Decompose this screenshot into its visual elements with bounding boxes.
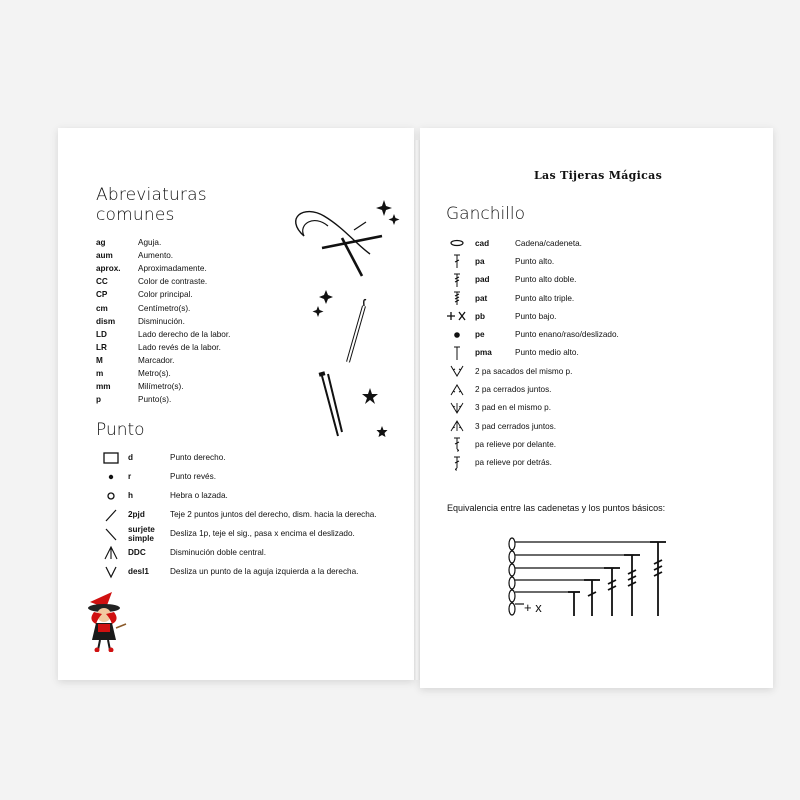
double-crochet-icon xyxy=(445,252,469,270)
abbreviation-row xyxy=(96,262,230,275)
abbreviation-key: m xyxy=(96,368,104,378)
ganchillo-value: 2 pa sacados del mismo p. xyxy=(475,366,573,376)
sparkle-icon xyxy=(313,306,324,317)
crochet-hook-icon xyxy=(348,300,366,362)
punto-value: Desliza un punto de la aguja izquierda a la derecha. xyxy=(170,567,359,576)
straight-needles-icon xyxy=(319,371,342,436)
ganchillo-key: cad xyxy=(475,238,490,248)
equivalence-diagram xyxy=(500,530,680,620)
double-decrease-icon xyxy=(94,543,128,562)
abbreviations-list xyxy=(96,236,230,406)
ganchillo-row xyxy=(445,289,619,307)
abbreviation-value: Lado revés de la labor. xyxy=(138,342,221,352)
back-post-icon xyxy=(445,454,469,472)
abbreviation-value: Punto(s). xyxy=(138,395,172,405)
ganchillo-row xyxy=(445,380,619,398)
abbreviation-row xyxy=(96,301,230,314)
punto-title: Punto xyxy=(96,420,145,440)
increase-3-icon xyxy=(445,399,469,417)
ganchillo-value: Punto medio alto. xyxy=(515,348,579,358)
square-icon xyxy=(94,448,128,467)
front-post-icon xyxy=(445,435,469,453)
punto-value: Hebra o lazada. xyxy=(170,491,228,500)
ganchillo-list xyxy=(445,234,619,472)
ganchillo-key: pma xyxy=(475,348,492,358)
ganchillo-key: pat xyxy=(475,293,488,303)
ganchillo-row xyxy=(445,399,619,417)
slash-left-icon xyxy=(94,524,128,543)
ganchillo-value: 3 pad en el mismo p. xyxy=(475,403,552,413)
abbreviation-key: aprox. xyxy=(96,264,121,274)
punto-value: Disminución doble central. xyxy=(170,548,267,557)
abbreviation-row xyxy=(96,354,230,367)
abbreviation-key: cm xyxy=(96,303,108,313)
punto-value: Teje 2 puntos juntos del derecho, dism. hacia la derecha. xyxy=(170,510,377,519)
abbreviation-value: Color de contraste. xyxy=(138,277,208,287)
ganchillo-key: pa xyxy=(475,256,485,266)
star-icon xyxy=(362,388,378,404)
abbreviation-key: dism xyxy=(96,316,116,326)
slip-stitch-icon xyxy=(445,326,469,344)
punto-value: Desliza 1p, teje el sig., pasa x encima el deslizado. xyxy=(170,529,355,538)
abbreviation-key: aum xyxy=(96,251,113,261)
abbreviation-row xyxy=(96,236,230,249)
decrease-3-icon xyxy=(445,417,469,435)
abbreviation-value: Marcador. xyxy=(138,355,175,365)
abbreviation-value: Disminución. xyxy=(138,316,185,326)
ganchillo-row xyxy=(445,344,619,362)
equivalence-caption: Equivalencia entre las cadenetas y los puntos básicos: xyxy=(447,503,666,513)
abbreviation-key: M xyxy=(96,355,103,365)
punto-row xyxy=(94,467,377,486)
star-icon xyxy=(377,426,388,437)
punto-row xyxy=(94,524,377,543)
ganchillo-row xyxy=(445,252,619,270)
abbreviations-title xyxy=(96,185,207,225)
single-crochet-icon xyxy=(445,307,469,325)
sparkle-icon xyxy=(376,200,392,216)
treble-crochet-icon xyxy=(445,271,469,289)
abbreviation-row xyxy=(96,380,230,393)
abbreviation-key: ag xyxy=(96,238,106,248)
ganchillo-row xyxy=(445,325,619,343)
abbreviation-value: Milímetro(s). xyxy=(138,382,184,392)
punto-row xyxy=(94,505,377,524)
abbreviation-value: Aproximadamente. xyxy=(138,264,207,274)
abbreviation-value: Aumento. xyxy=(138,251,174,261)
ganchillo-row xyxy=(445,454,619,472)
punto-value: Punto revés. xyxy=(170,472,216,481)
punto-key: h xyxy=(128,491,134,500)
punto-row xyxy=(94,562,377,581)
abbreviation-key: mm xyxy=(96,382,111,392)
abbreviation-row xyxy=(96,288,230,301)
ganchillo-value: Punto alto triple. xyxy=(515,293,575,303)
circle-icon xyxy=(94,486,128,505)
abbreviation-value: Lado derecho de la labor. xyxy=(138,329,231,339)
abbreviation-row xyxy=(96,328,230,341)
abbreviation-value: Metro(s). xyxy=(138,368,171,378)
abbreviation-value: Aguja. xyxy=(138,238,162,248)
punto-list xyxy=(94,448,377,581)
ganchillo-value: 2 pa cerrados juntos. xyxy=(475,385,552,395)
abbreviation-key: CP xyxy=(96,290,108,300)
circular-needle-icon xyxy=(296,212,382,276)
abbreviation-value: Centímetro(s). xyxy=(138,303,191,313)
punto-key: r xyxy=(128,472,132,481)
ganchillo-row xyxy=(445,362,619,380)
punto-row xyxy=(94,486,377,505)
abbreviation-value: Color principal. xyxy=(138,290,193,300)
increase-2-icon xyxy=(445,362,469,380)
punto-value: Punto derecho. xyxy=(170,453,226,462)
slash-right-icon xyxy=(94,505,128,524)
abbreviation-row xyxy=(96,341,230,354)
abbreviation-key: LR xyxy=(96,342,107,352)
punto-key: surjete simple xyxy=(128,524,155,543)
ganchillo-value: Punto alto doble. xyxy=(515,275,577,285)
sparkle-icon xyxy=(389,214,400,225)
ganchillo-title: Ganchillo xyxy=(446,204,526,224)
punto-row xyxy=(94,448,377,467)
needles-illustration xyxy=(284,196,414,446)
brand-title: Las Tijeras Mágicas xyxy=(534,169,663,182)
punto-key: DDC xyxy=(128,548,146,557)
ganchillo-value: pa relieve por delante. xyxy=(475,439,557,449)
punto-key: 2pjd xyxy=(128,510,145,519)
ganchillo-row xyxy=(445,417,619,435)
ganchillo-value: Cadena/cadeneta. xyxy=(515,238,582,248)
ganchillo-key: pe xyxy=(475,330,485,340)
abbreviation-row xyxy=(96,275,230,288)
ganchillo-row xyxy=(445,234,619,252)
ganchillo-value: Punto bajo. xyxy=(515,311,557,321)
abbreviation-row xyxy=(96,315,230,328)
abbreviation-key: LD xyxy=(96,329,107,339)
chain-oval-icon xyxy=(445,234,469,252)
abbreviation-key: CC xyxy=(96,277,108,287)
ganchillo-key: pb xyxy=(475,311,486,321)
abbr-title-line2: comunes xyxy=(96,205,175,225)
ganchillo-value: Punto enano/raso/deslizado. xyxy=(515,330,619,340)
decrease-2-icon xyxy=(445,381,469,399)
dot-icon xyxy=(94,467,128,486)
abbreviation-row xyxy=(96,393,230,406)
punto-key: desl1 xyxy=(128,567,149,576)
ganchillo-value: 3 pad cerrados juntos. xyxy=(475,421,557,431)
ganchillo-key: pad xyxy=(475,275,490,285)
abbr-title-line1: Abreviaturas xyxy=(96,185,207,205)
ganchillo-row xyxy=(445,307,619,325)
ganchillo-row xyxy=(445,271,619,289)
sc-label: + x xyxy=(524,600,542,615)
abbreviation-row xyxy=(96,367,230,380)
triple-crochet-icon xyxy=(445,289,469,307)
ganchillo-value: pa relieve por detrás. xyxy=(475,458,552,468)
ganchillo-row xyxy=(445,435,619,453)
half-double-icon xyxy=(445,344,469,362)
abbreviation-row xyxy=(96,249,230,262)
witch-mascot xyxy=(82,590,130,652)
punto-row xyxy=(94,543,377,562)
punto-key: d xyxy=(128,453,134,462)
v-icon xyxy=(94,562,128,581)
ganchillo-value: Punto alto. xyxy=(515,256,555,266)
abbreviation-key: p xyxy=(96,395,102,405)
sparkle-icon xyxy=(319,290,333,304)
